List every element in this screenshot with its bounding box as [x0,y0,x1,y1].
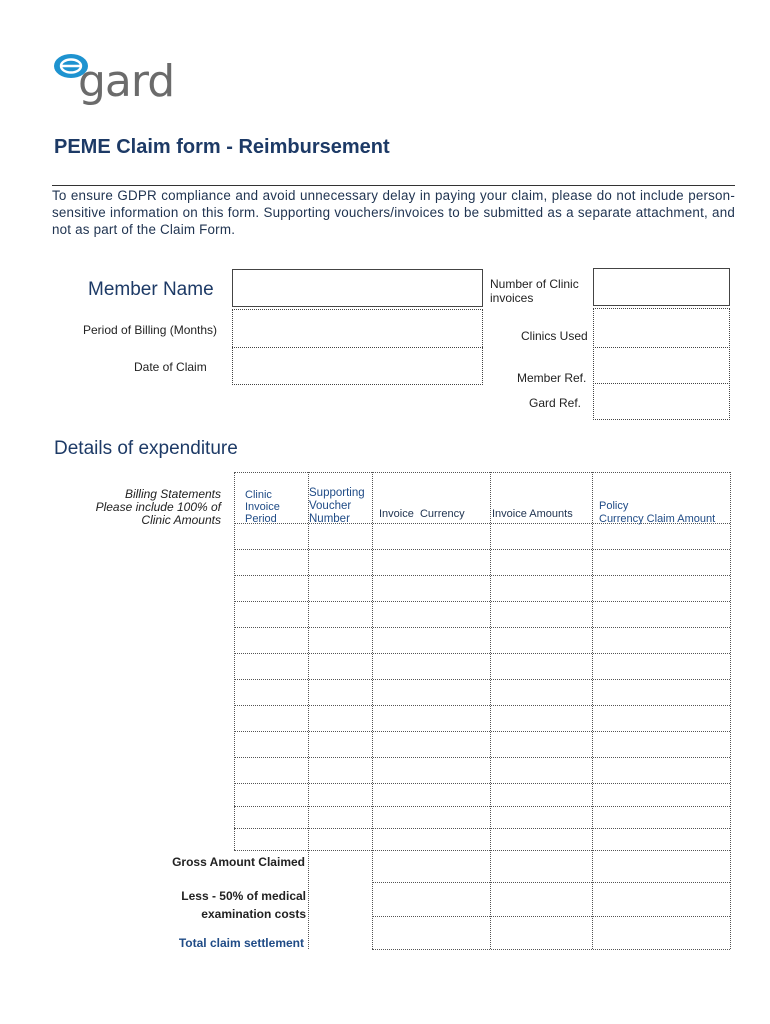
totals-line [372,882,730,883]
header-invoice-period-l1: Clinic [245,489,272,501]
clinics-used-label: Clinics Used [521,329,588,343]
expenditure-heading: Details of expenditure [54,438,238,459]
header-invoice-currency: Invoice Currency [379,508,465,520]
less-medical-l1: Less - 50% of medical [181,889,306,903]
date-label: Date of Claim [134,360,207,374]
header-invoice-amounts: Invoice Amounts [492,508,573,520]
header-voucher-l3: Number [309,513,350,525]
header-policy-l2: Currency Claim Amount [599,512,716,525]
period-field[interactable] [232,309,483,349]
member-name-label: Member Name [88,279,214,300]
billing-note [60,488,221,527]
billing-note-line2: Please include 100% of [95,500,221,514]
header-invoice-period-l3: Period [245,513,277,525]
header-voucher-number [309,487,365,526]
period-label: Period of Billing (Months) [83,323,218,337]
gard-ref-label: Gard Ref. [529,396,582,410]
member-ref-label: Member Ref. [517,371,587,385]
col-line [234,472,235,850]
header-voucher-l2: Voucher [309,500,352,512]
page-title: PEME Claim form - Reimbursement [54,136,390,158]
billing-note-line1: Billing Statements [124,487,221,501]
logo-wordmark: gard [78,56,175,107]
less-medical-label [120,887,306,923]
header-invoice-period-l2: Invoice [245,501,280,513]
gross-amount-label: Gross Amount Claimed [172,855,305,869]
clinics-used-field[interactable] [593,308,730,348]
col-line [372,472,373,949]
gard-logo [52,50,182,110]
num-invoices-text: Number of Clinic invoices [490,277,579,305]
less-medical-l2: examination costs [201,907,306,921]
title-rule [52,185,735,186]
total-settlement-label: Total claim settlement [178,936,304,950]
header-policy-l1: Policy [599,500,629,512]
header-invoice-period [245,489,280,525]
num-invoices-label [490,277,590,305]
col-line [730,472,731,949]
col-line [592,472,593,949]
gard-ref-field[interactable] [593,383,730,420]
date-field[interactable] [232,347,483,385]
member-ref-field[interactable] [593,347,730,384]
billing-note-line3: Clinic Amounts [141,513,221,527]
totals-line [372,916,730,917]
col-line [490,472,491,949]
member-name-field[interactable] [232,269,483,307]
header-voucher-l1: Supporting [309,487,365,499]
intro-text: To ensure GDPR compliance and avoid unnecessary delay in paying your claim, please do not include person-sensitive information on this form. Supporting vouchers/invoices to be submitted as a separate attachment, and not as part of the Claim Form. [52,188,735,237]
totals-line [372,949,730,950]
col-line [308,472,309,949]
num-invoices-field[interactable] [593,268,730,306]
header-policy-claim [599,500,715,525]
